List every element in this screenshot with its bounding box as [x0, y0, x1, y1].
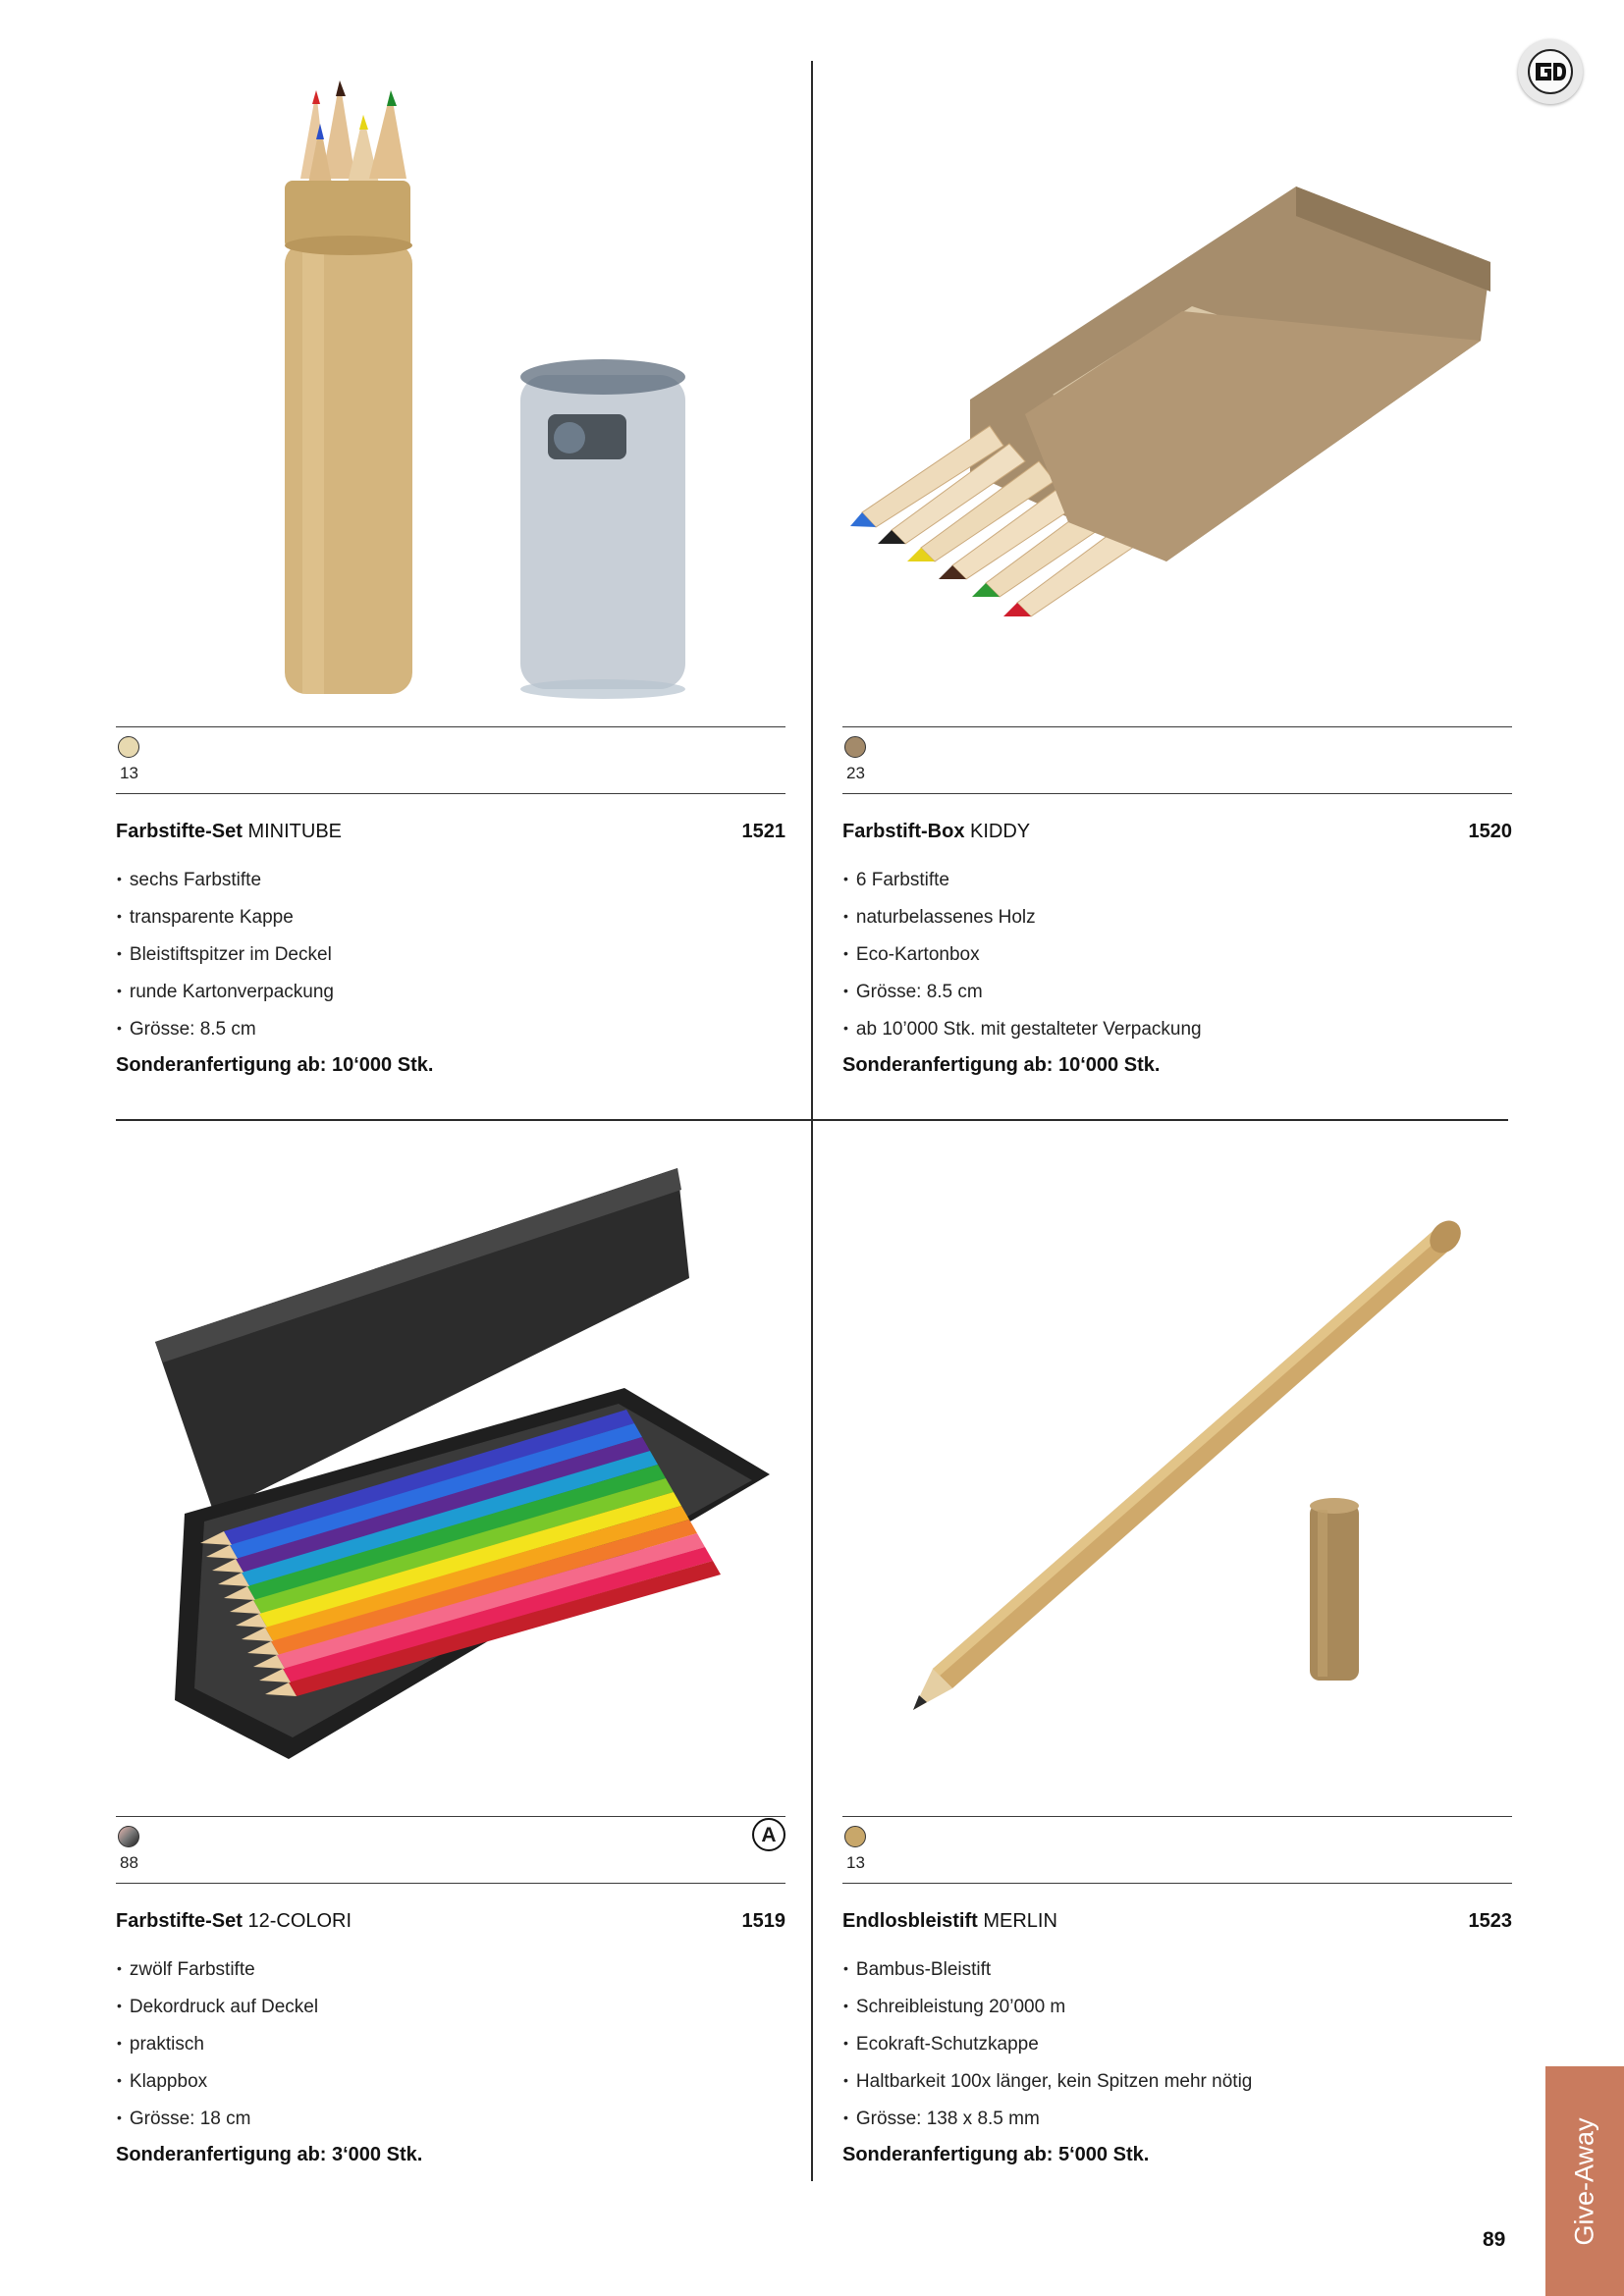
- product-image-merlin: [842, 1150, 1512, 1808]
- section-rule-bottom: [842, 1883, 1512, 1884]
- feature-item: • Grösse: 138 x 8.5 mm: [842, 2101, 1252, 2138]
- feature-item: • Schreibleistung 20’000 m: [842, 1989, 1252, 2026]
- product-title-type: Farbstift-Box: [842, 821, 965, 842]
- product-image-kiddy: [842, 61, 1512, 719]
- color-code: 13: [120, 764, 138, 782]
- badge-a-icon: A: [752, 1818, 785, 1851]
- feature-item: • Dekordruck auf Deckel: [116, 1989, 318, 2026]
- section-tab-label: Give-Away: [1569, 2116, 1599, 2246]
- color-code: 13: [846, 1853, 865, 1872]
- gd-logo-icon: [1518, 39, 1583, 104]
- section-tab: [1545, 2066, 1624, 2296]
- product-merlin: [842, 1150, 1512, 2191]
- color-code: 88: [120, 1853, 138, 1872]
- feature-item: • 6 Farbstifte: [842, 862, 1202, 899]
- feature-item: • Grösse: 18 cm: [116, 2101, 318, 2138]
- product-image-minitube: [116, 61, 785, 719]
- feature-item: • ab 10’000 Stk. mit gestalteter Verpackung: [842, 1011, 1202, 1048]
- article-number: 1523: [1468, 1910, 1512, 1932]
- feature-item: • runde Kartonverpackung: [116, 974, 334, 1011]
- article-number: 1520: [1468, 821, 1512, 842]
- feature-item: • Klappbox: [116, 2063, 318, 2101]
- product-minitube: [116, 61, 785, 1101]
- feature-item: • praktisch: [116, 2026, 318, 2063]
- page-number: 89: [1483, 2228, 1506, 2251]
- feature-item: • Grösse: 8.5 cm: [116, 1011, 334, 1048]
- product-title-name: MINITUBE: [247, 821, 343, 842]
- section-rule-top: [116, 1816, 785, 1817]
- color-swatch: [844, 736, 866, 758]
- feature-item: • sechs Farbstifte: [116, 862, 334, 899]
- section-rule-bottom: [116, 793, 785, 794]
- feature-item: • Haltbarkeit 100x länger, kein Spitzen mehr nötig: [842, 2063, 1252, 2101]
- feature-item: • Ecokraft-Schutzkappe: [842, 2026, 1252, 2063]
- color-swatch: [844, 1826, 866, 1847]
- product-title-name: KIDDY: [970, 821, 1031, 842]
- article-number: 1521: [741, 821, 785, 842]
- row-divider: [116, 1119, 1508, 1121]
- section-rule-top: [116, 726, 785, 727]
- custom-order-note: Sonderanfertigung ab: 3‘000 Stk.: [116, 2144, 423, 2165]
- product-title-type: Endlosbleistift: [842, 1910, 978, 1932]
- column-divider: [811, 61, 813, 2181]
- color-code: 23: [846, 764, 865, 782]
- product-title-type: Farbstifte-Set: [116, 821, 243, 842]
- custom-order-note: Sonderanfertigung ab: 10‘000 Stk.: [116, 1054, 434, 1076]
- feature-item: • zwölf Farbstifte: [116, 1951, 318, 1989]
- product-image-12-colori: [116, 1150, 785, 1808]
- custom-order-note: Sonderanfertigung ab: 5‘000 Stk.: [842, 2144, 1150, 2165]
- feature-item: • transparente Kappe: [116, 899, 334, 936]
- section-rule-bottom: [842, 793, 1512, 794]
- section-rule-bottom: [116, 1883, 785, 1884]
- product-title-name: 12-COLORI: [247, 1910, 352, 1932]
- feature-item: • Eco-Kartonbox: [842, 936, 1202, 974]
- section-rule-top: [842, 726, 1512, 727]
- article-number: 1519: [741, 1910, 785, 1932]
- feature-list: [116, 1951, 318, 2138]
- product-title: [116, 1910, 352, 1933]
- color-swatch: [118, 736, 139, 758]
- product-kiddy: [842, 61, 1512, 1101]
- feature-item: • Bleistiftspitzer im Deckel: [116, 936, 334, 974]
- feature-item: • Grösse: 8.5 cm: [842, 974, 1202, 1011]
- product-title: [842, 821, 1030, 843]
- feature-list: [842, 1951, 1252, 2138]
- section-rule-top: [842, 1816, 1512, 1817]
- feature-item: • Bambus-Bleistift: [842, 1951, 1252, 1989]
- feature-list: [842, 862, 1202, 1048]
- color-swatch: [118, 1826, 139, 1847]
- product-title: [842, 1910, 1057, 1933]
- custom-order-note: Sonderanfertigung ab: 10‘000 Stk.: [842, 1054, 1161, 1076]
- feature-list: [116, 862, 334, 1048]
- product-title-name: MERLIN: [983, 1910, 1057, 1932]
- product-12-colori: [116, 1150, 785, 2191]
- product-title: [116, 821, 342, 843]
- feature-item: • naturbelassenes Holz: [842, 899, 1202, 936]
- product-title-type: Farbstifte-Set: [116, 1910, 243, 1932]
